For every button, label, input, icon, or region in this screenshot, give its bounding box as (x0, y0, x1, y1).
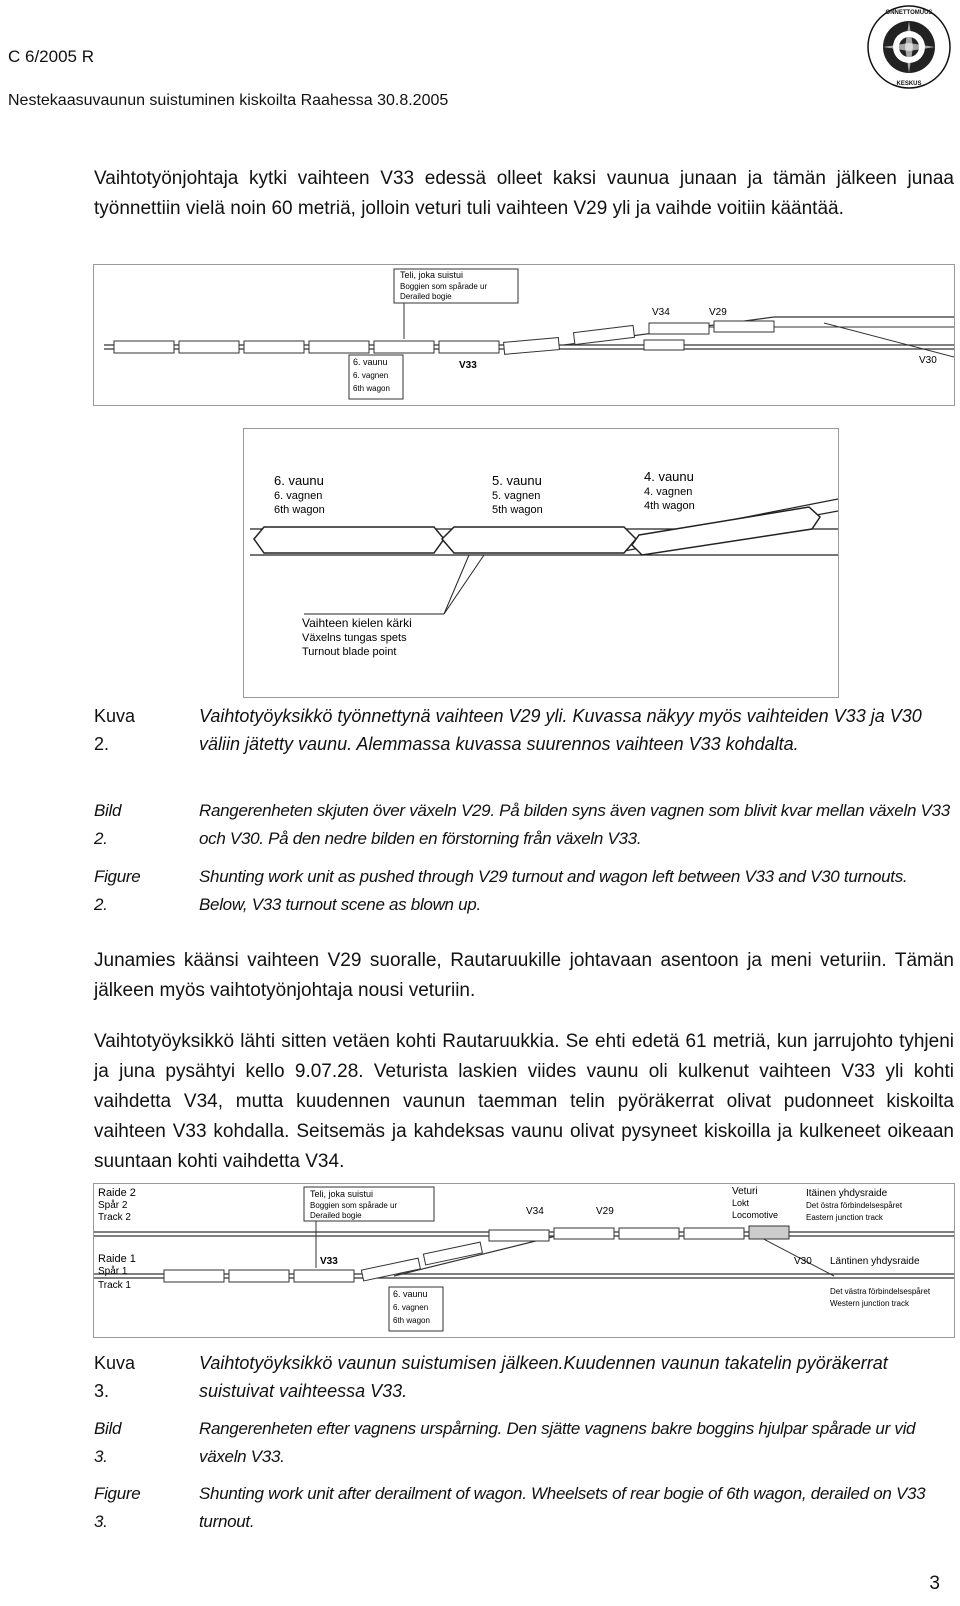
report-id: C 6/2005 R (8, 47, 94, 66)
caption-2-sv-text: Rangerenheten skjuten över växeln V29. På bilden syns även vagnen som blivit kvar mellan växeln V33 och V30. På den nedre bilden en förstorning från växeln V33. (199, 801, 950, 848)
caption-3-en-label: Figure 3. (94, 1484, 141, 1531)
fig3-v29-label: V29 (596, 1206, 614, 1217)
report-title: Nestekaasuvaunun suistuminen kiskoilta Raahessa 30.8.2005 (8, 92, 449, 109)
fig1-wagon-sv: 6. vagnen (353, 371, 389, 380)
fig2-blade-fi: Vaihteen kielen kärki (302, 616, 412, 630)
fig1-v29-label: V29 (709, 307, 727, 318)
body-paragraph-2: Junamies käänsi vaihteen V29 suoralle, Rautaruukille johtavaan asentoon ja meni veturiin. Tämän jälkeen myös vaihtotyönjohtaja nousi veturiin. (94, 950, 954, 1001)
svg-text:KESKUS: KESKUS (896, 81, 922, 87)
fig1-wagon-en: 6th wagon (353, 384, 390, 393)
fig3-east-en: Eastern junction track (806, 1213, 883, 1222)
caption-2-fi-label: Kuva 2. (94, 706, 136, 754)
fig1-wagon-fi: 6. vaunu (353, 357, 388, 367)
fig3-track1-sv: Spår 1 (98, 1266, 128, 1277)
fig2-w4-sv: 4. vagnen (644, 486, 693, 498)
fig3-callout-fi: Teli, joka suistui (310, 1189, 374, 1199)
caption-3-en-text: Shunting work unit after derailment of wagon. Wheelsets of rear bogie of 6th wagon, derailed on V33 turnout. (199, 1484, 926, 1531)
figure-2-track-diagram (93, 264, 955, 406)
caption-3-fi-label: Kuva 3. (94, 1353, 136, 1401)
fig2-w5-en: 5th wagon (492, 504, 543, 516)
fig3-west-sv: Det västra förbindelsespåret (830, 1287, 931, 1296)
fig2-w4-fi: 4. vaunu (644, 469, 694, 484)
fig3-v33-label: V33 (320, 1256, 338, 1267)
fig3-callout-en: Derailed bogie (310, 1211, 362, 1220)
fig3-wagon-fi: 6. vaunu (393, 1289, 428, 1299)
fig3-callout-sv: Boggien som spårade ur (310, 1201, 398, 1210)
onnettomuustutkintakeskus-logo (866, 4, 952, 90)
fig2-w5-fi: 5. vaunu (492, 473, 542, 488)
caption-2-sv-label: Bild 2. (94, 801, 122, 848)
caption-3-fi-text: Vaihtotyöyksikkö vaunun suistumisen jälkeen.Kuudennen vaunun takatelin pyöräkerrat suistuivat vaihteessa V33. (199, 1353, 888, 1401)
body-paragraph-1: Vaihtotyönjohtaja kytki vaihteen V33 edessä olleet kaksi vaunua junaan ja tämän jälkeen junaa työnnettiin vielä noin 60 metriä, jolloin veturi tuli vaihteen V29 yli ja vaihde voitiin kääntää. (94, 168, 954, 219)
fig2-w5-sv: 5. vagnen (492, 490, 541, 502)
fig3-track1-fi: Raide 1 (98, 1253, 136, 1265)
fig2-w6-sv: 6. vagnen (274, 490, 323, 502)
fig3-wagon-sv: 6. vagnen (393, 1303, 429, 1312)
fig1-callout-en: Derailed bogie (400, 292, 452, 301)
fig2-blade-sv: Växelns tungas spets (302, 632, 407, 644)
fig1-v30-label: V30 (919, 355, 937, 366)
fig1-callout-fi: Teli, joka suistui (400, 270, 464, 280)
fig3-loco-sv: Lokt (732, 1198, 750, 1208)
fig3-loco-en: Locomotive (732, 1210, 779, 1220)
fig3-track2-en: Track 2 (98, 1212, 131, 1223)
caption-2-en-label: Figure 2. (94, 867, 141, 914)
fig2-blade-en: Turnout blade point (302, 646, 397, 658)
fig3-east-fi: Itäinen yhdysraide (806, 1188, 888, 1199)
fig3-v30-label: V30 (794, 1256, 812, 1267)
fig3-loco-fi: Veturi (732, 1186, 758, 1197)
fig3-west-en: Western junction track (830, 1299, 909, 1308)
fig1-v33-label: V33 (459, 360, 477, 371)
body-paragraph-3: Vaihtotyöyksikkö lähti sitten vetäen kohti Rautaruukkia. Se ehti edetä 61 metriä, kun jarrujohto tyhjeni ja juna pysähtyi kello 9.07.28. Veturista laskien viides vaunu oli kulkenut vaihteen V33 yli kohti vaihdetta V34, mutta kuudennen vaunun taemman telin pyöräkerrat olivat pudonneet kiskoilta vaihteen V33 kohdalla. Seitsemäs ja kahdeksas vaunu olivat pysyneet kiskoilla ja kulkeneet oikeaan suuntaan kohti vaihdetta V34. (94, 1031, 954, 1172)
fig1-callout-sv: Boggien som spårade ur (400, 282, 488, 291)
page-number: 3 (929, 1573, 940, 1594)
fig2-w4-en: 4th wagon (644, 500, 695, 512)
fig3-track1-en: Track 1 (98, 1280, 131, 1291)
fig3-west-fi: Läntinen yhdysraide (830, 1256, 920, 1267)
svg-text:ONNETTOMUUS: ONNETTOMUUS (885, 10, 933, 16)
fig3-east-sv: Det östra förbindelsespåret (806, 1201, 903, 1210)
caption-2-fi-text: Vaihtotyöyksikkö työnnettynä vaihteen V29 yli. Kuvassa näkyy myös vaihteiden V33 ja V30 väliin jätetty vaunu. Alemmassa kuvassa suurennos vaihteen V33 kohdalta. (199, 706, 922, 754)
caption-2-en-text: Shunting work unit as pushed through V29 turnout and wagon left between V33 and V30 turnouts. Below, V33 turnout scene as blown up. (199, 867, 908, 914)
figure-3-track-diagram (93, 1183, 955, 1338)
caption-3-sv-label: Bild 3. (94, 1419, 122, 1466)
fig1-v34-label: V34 (652, 307, 670, 318)
fig2-w6-en: 6th wagon (274, 504, 325, 516)
fig3-wagon-en: 6th wagon (393, 1316, 430, 1325)
figure-2-zoomed-v33 (243, 428, 839, 698)
fig2-w6-fi: 6. vaunu (274, 473, 324, 488)
fig3-track2-sv: Spår 2 (98, 1200, 128, 1211)
caption-3-sv-text: Rangerenheten efter vagnens urspårning. Den sjätte vagnens bakre boggins hjulpar spårade ur vid växeln V33. (199, 1419, 916, 1466)
fig3-v34-label: V34 (526, 1206, 544, 1217)
fig3-track2-fi: Raide 2 (98, 1187, 136, 1199)
